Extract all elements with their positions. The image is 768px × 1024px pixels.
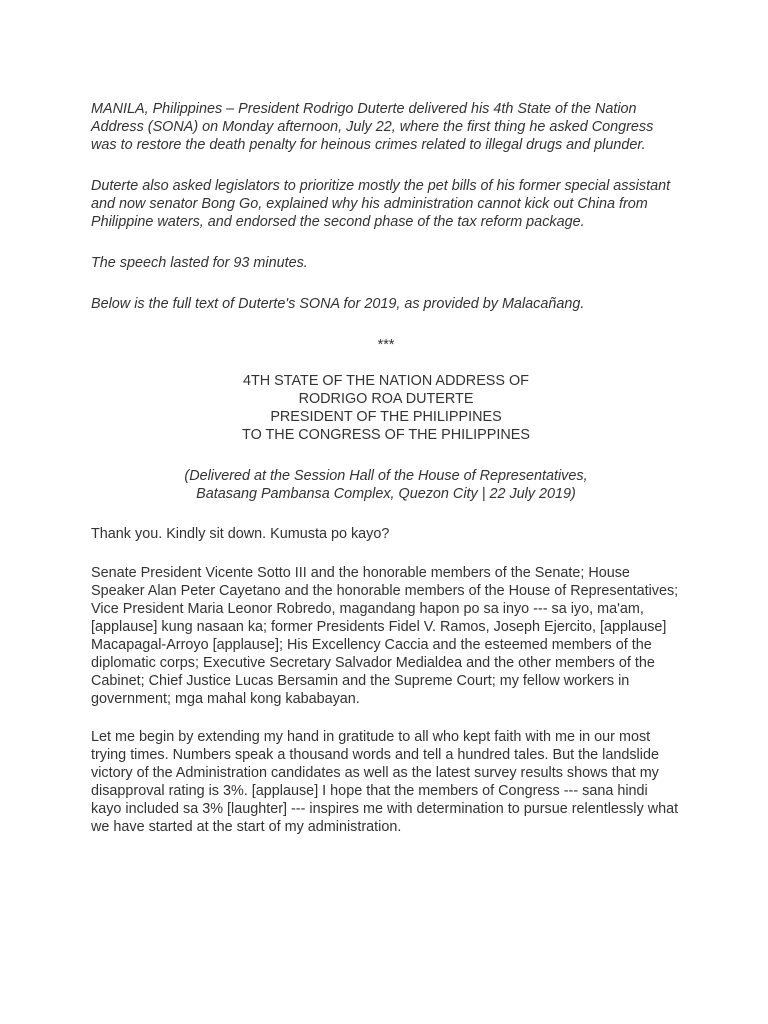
document-page: [91, 100, 681, 859]
delivery-note-line-2: Batasang Pambansa Complex, Quezon City | 22 July 2019): [196, 486, 576, 502]
address-title-line-1: 4TH STATE OF THE NATION ADDRESS OF: [243, 373, 529, 389]
intro-paragraph-3: The speech lasted for 93 minutes.: [91, 255, 308, 271]
delivery-note: [91, 467, 681, 503]
intro-paragraph-4: Below is the full text of Duterte's SONA for 2019, as provided by Malacañang.: [91, 296, 585, 312]
address-title-line-2: RODRIGO ROA DUTERTE: [298, 391, 474, 407]
delivery-note-line-1: (Delivered at the Session Hall of the House of Representatives,: [184, 468, 588, 484]
speech-paragraph-1: Thank you. Kindly sit down. Kumusta po kayo?: [91, 526, 390, 542]
speech-paragraph-2: Senate President Vicente Sotto III and the honorable members of the Senate; House Speaker Alan Peter Cayetano and the honorable members of the House of Representatives; Vice President Maria Leonor Robredo, magandang hapon po sa inyo --- sa iyo, ma'am, [applause] kung nasaan ka; former Presidents Fidel V. Ramos, Joseph Ejercito, [applause] Macapagal-Arroyo [applause]; His Excellency Caccia and the esteemed members of the diplomatic corps; Executive Secretary Salvador Medialdea and the other members of the Cabinet; Chief Justice Lucas Bersamin and the Supreme Court; my fellow workers in government; mga mahal kong kababayan.: [91, 565, 679, 707]
speech-paragraph-3: Let me begin by extending my hand in gratitude to all who kept faith with me in our most trying times. Numbers speak a thousand words and tell a hundred tales. But the landslide victory of the Administration candidates as well as the latest survey results shows that my disapproval rating is 3%. [applause] I hope that the members of Congress --- sana hindi kayo included sa 3% [laughter] --- inspires me with determination to pursue relentlessly what we have started at the start of my administration.: [91, 729, 679, 835]
address-title-line-3: PRESIDENT OF THE PHILIPPINES: [270, 409, 502, 425]
intro-paragraph-1: MANILA, Philippines – President Rodrigo Duterte delivered his 4th State of the Nation Address (SONA) on Monday afternoon, July 22, where the first thing he asked Congress was to restore the death penalty for heinous crimes related to illegal drugs and plunder.: [91, 101, 654, 153]
address-title-line-4: TO THE CONGRESS OF THE PHILIPPINES: [242, 427, 530, 443]
section-divider: ***: [377, 337, 395, 353]
intro-paragraph-2: Duterte also asked legislators to prioritize mostly the pet bills of his former special assistant and now senator Bong Go, explained why his administration cannot kick out China from Philippine waters, and endorsed the second phase of the tax reform package.: [91, 178, 671, 230]
address-title: [91, 372, 681, 444]
